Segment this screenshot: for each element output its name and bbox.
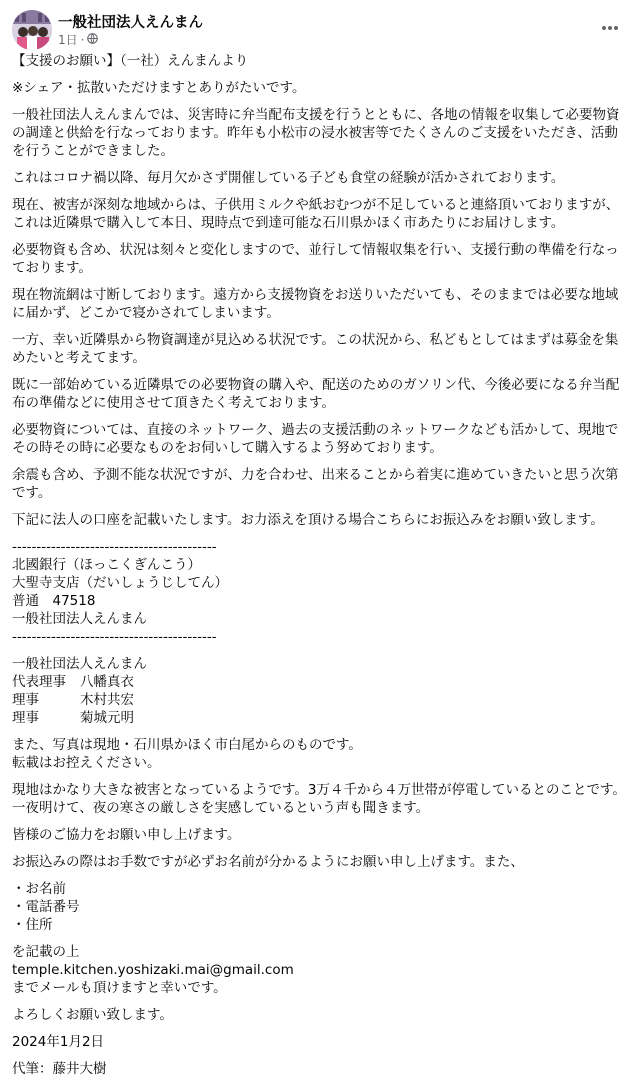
post-paragraph: お振込みの際はお手数ですが必ずお名前が分かるようにお願い申し上げます。また、 bbox=[12, 854, 524, 870]
officer-list bbox=[12, 673, 134, 727]
post-header bbox=[12, 8, 628, 52]
post-timestamp[interactable]: 1日 bbox=[58, 33, 78, 47]
post-paragraph: よろしくお願い致します。 bbox=[12, 1007, 173, 1023]
post-signature: 代筆：藤井大樹 bbox=[12, 1061, 107, 1077]
divider-line: ------------------------------------------ bbox=[12, 629, 217, 645]
post-paragraph: 余震も含め、予測不能な状況ですが、力を合わせ、出来ることから着実に進めていきたいと思う次第です。 bbox=[12, 467, 619, 501]
post-paragraph: 一方、幸い近隣県から物資調達が見込める状況です。この状況から、私どもとしてはまずは募金を集めたいと考えてます。 bbox=[12, 332, 619, 366]
post-paragraph: 現在物流網は寸断しております。遠方から支援物資をお送りいただいても、そのままでは必要な地域に届かず、どこかで寝かされてしまいます。 bbox=[12, 287, 619, 321]
damage-line: 現地はかなり大きな被害となっているようです。3万４千から４万世帯が停電しているとのことです。 bbox=[12, 782, 626, 798]
list-item: ・お名前 bbox=[12, 881, 66, 897]
officer-name: 八幡真衣 bbox=[80, 674, 134, 690]
officer-row bbox=[12, 673, 134, 691]
officer-role: 理事 bbox=[12, 710, 39, 726]
contact-line: までメールも頂けますと幸いです。 bbox=[12, 980, 227, 996]
post-date: 2024年1月2日 bbox=[12, 1034, 105, 1050]
list-item: ・電話番号 bbox=[12, 899, 80, 915]
globe-icon bbox=[87, 33, 98, 47]
post-paragraph: 必要物資については、直接のネットワーク、過去の支援活動のネットワークなども活かして、現地でその時その時に必要なものをお伺いして購入するよう努めております。 bbox=[12, 422, 619, 456]
page-name[interactable]: 一般社団法人えんまん bbox=[58, 15, 203, 31]
account-number: 普通 47518 bbox=[12, 593, 96, 609]
officer-role: 代表理事 bbox=[12, 674, 66, 690]
org-name: 一般社団法人えんまん bbox=[12, 656, 147, 672]
contact-line: を記載の上 bbox=[12, 944, 80, 960]
list-item: ・住所 bbox=[12, 917, 53, 933]
post-body bbox=[12, 52, 628, 1087]
account-holder: 一般社団法人えんまん bbox=[12, 611, 147, 627]
post-paragraph: 必要物資も含め、状況は刻々と変化しますので、並行して情報収集を行い、支援行動の準備を行なっております。 bbox=[12, 242, 619, 276]
damage-line: 一夜明けて、夜の寒さの厳しさを実感しているという声も聞きます。 bbox=[12, 800, 430, 816]
avatar-photo bbox=[12, 10, 52, 50]
bank-name: 北國銀行（ほっこくぎんこう） bbox=[12, 557, 201, 573]
post-paragraph: これはコロナ禍以降、毎月欠かさず開催している子ども食堂の経験が活かされております。 bbox=[12, 170, 565, 186]
post-paragraph: 下記に法人の口座を記載いたします。お力添えを頂ける場合こちらにお振込みをお願い致します。 bbox=[12, 512, 604, 528]
bank-branch: 大聖寺支店（だいしょうじしてん） bbox=[12, 575, 228, 591]
post-paragraph: ※シェア・拡散いただけますとありがたいです。 bbox=[12, 80, 306, 96]
avatar[interactable] bbox=[12, 10, 52, 50]
photo-note-line: また、写真は現地・石川県かほく市白尾からのものです。 bbox=[12, 737, 362, 753]
divider-line: ------------------------------------------ bbox=[12, 539, 217, 555]
officer-role: 理事 bbox=[12, 692, 39, 708]
organization-info bbox=[12, 655, 628, 727]
damage-report bbox=[12, 781, 628, 817]
officer-row bbox=[12, 691, 134, 709]
contact-info bbox=[12, 943, 628, 997]
post-meta bbox=[58, 31, 98, 48]
post-paragraph: 現在、被害が深刻な地域からは、子供用ミルクや紙おむつが不足していると連絡頂いておりますが、これは近隣県で購入して本日、現時点で到達可能な石川県かほく市あたりにお届けします。 bbox=[12, 197, 620, 231]
email-address: temple.kitchen.yoshizaki.mai@gmail.com bbox=[12, 962, 294, 978]
post-paragraph: 【支援のお願い】（一社）えんまんより bbox=[12, 53, 249, 69]
photo-note-line: 転載はお控えください。 bbox=[12, 755, 161, 771]
post-paragraph: 既に一部始めている近隣県での必要物資の購入や、配送のためのガソリン代、今後必要になる弁当配布の準備などに使用させて頂きたく考えております。 bbox=[12, 377, 620, 411]
ellipsis-icon[interactable] bbox=[596, 14, 624, 42]
officer-name: 木村共宏 bbox=[80, 692, 134, 708]
officer-row bbox=[12, 709, 134, 727]
post-paragraph: 皆様のご協力をお願い申し上げます。 bbox=[12, 827, 241, 843]
photo-note bbox=[12, 736, 628, 772]
bank-info bbox=[12, 538, 628, 646]
required-items-list bbox=[12, 880, 628, 934]
post-paragraph: 一般社団法人えんまんでは、災害時に弁当配布支援を行うとともに、各地の情報を収集して必要物資の調達と供給を行なっております。昨年も小松市の浸水被害等でたくさんのご支援をいただき、活動を行うことができました。 bbox=[12, 107, 620, 159]
meta-separator: · bbox=[80, 32, 85, 47]
officer-name: 菊城元明 bbox=[80, 710, 134, 726]
